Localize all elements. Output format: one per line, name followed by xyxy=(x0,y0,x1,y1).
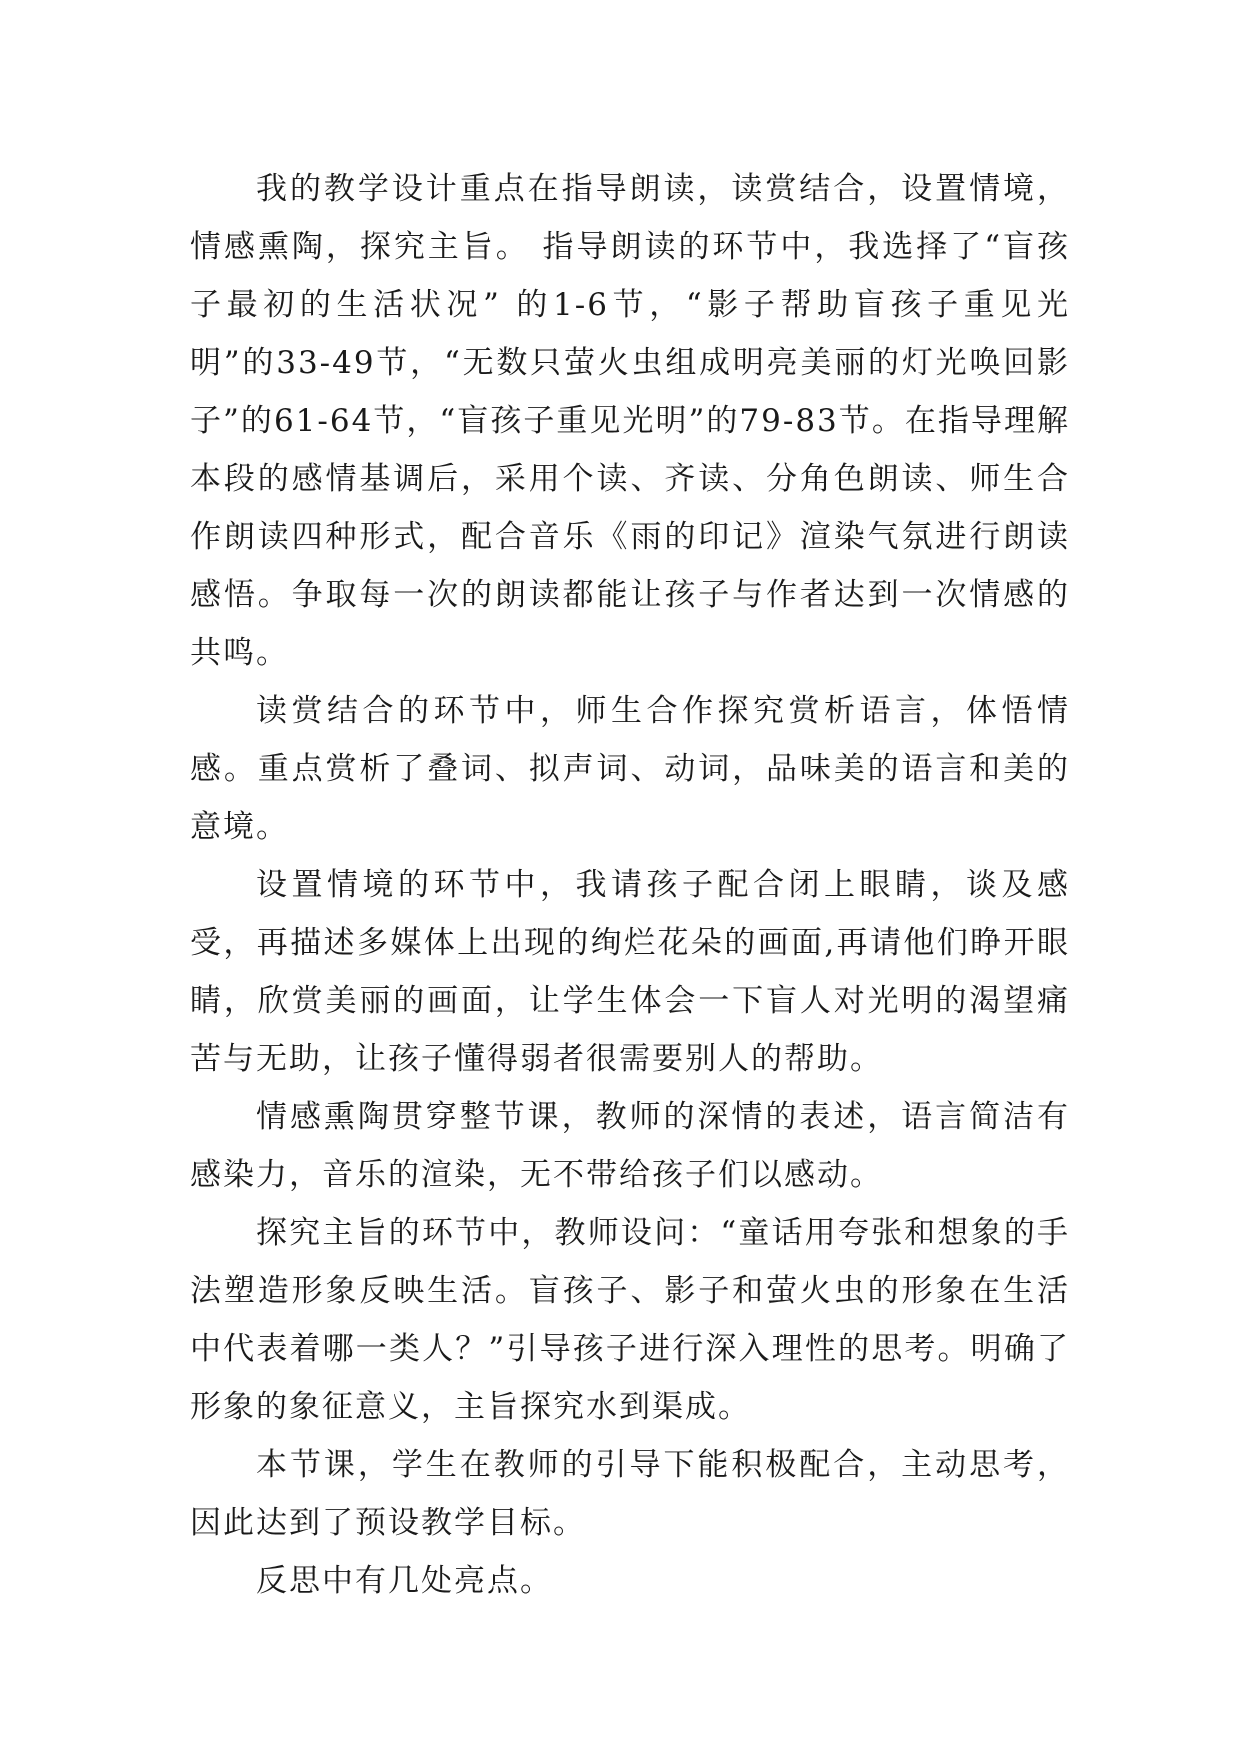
paragraph-theme-inquiry: 探究主旨的环节中，教师设问：“童话用夸张和想象的手法塑造形象反映生活。盲孩子、影子和萤火虫的形象在生活中代表着哪一类人？”引导孩子进行深入理性的思考。明确了形象的象征意义，主旨探究水到渠成。 xyxy=(190,1215,1070,1425)
paragraph-lesson-summary: 本节课，学生在教师的引导下能积极配合，主动思考，因此达到了预设教学目标。 xyxy=(190,1447,1070,1541)
paragraph-reflection-highlights: 反思中有几处亮点。 xyxy=(256,1563,553,1599)
document-page xyxy=(190,160,1070,1610)
paragraph-emotional-influence: 情感熏陶贯穿整节课，教师的深情的表述，语言简洁有感染力，音乐的渲染，无不带给孩子们以感动。 xyxy=(190,1099,1070,1193)
paragraph-teaching-design: 我的教学设计重点在指导朗读，读赏结合，设置情境，情感熏陶，探究主旨。 指导朗读的环节中，我选择了“盲孩子最初的生活状况” 的1-6节，“影子帮助盲孩子重见光明”的33-49节，“无数只萤火虫组成明亮美丽的灯光唤回影子”的61-64节，“盲孩子重见光明”的79-83节。在指导理解本段的感情基调后，采用个读、齐读、分角色朗读、师生合作朗读四种形式，配合音乐《雨的印记》渲染气氛进行朗读感悟。争取每一次的朗读都能让孩子与作者达到一次情感的共鸣。 xyxy=(190,171,1070,671)
paragraph-reading-appreciation: 读赏结合的环节中，师生合作探究赏析语言，体悟情感。重点赏析了叠词、拟声词、动词，品味美的语言和美的意境。 xyxy=(190,693,1070,845)
paragraph-setting-scene: 设置情境的环节中，我请孩子配合闭上眼睛，谈及感受，再描述多媒体上出现的绚烂花朵的画面,再请他们睁开眼睛，欣赏美丽的画面，让学生体会一下盲人对光明的渴望痛苦与无助，让孩子懂得弱者很需要别人的帮助。 xyxy=(190,867,1070,1077)
